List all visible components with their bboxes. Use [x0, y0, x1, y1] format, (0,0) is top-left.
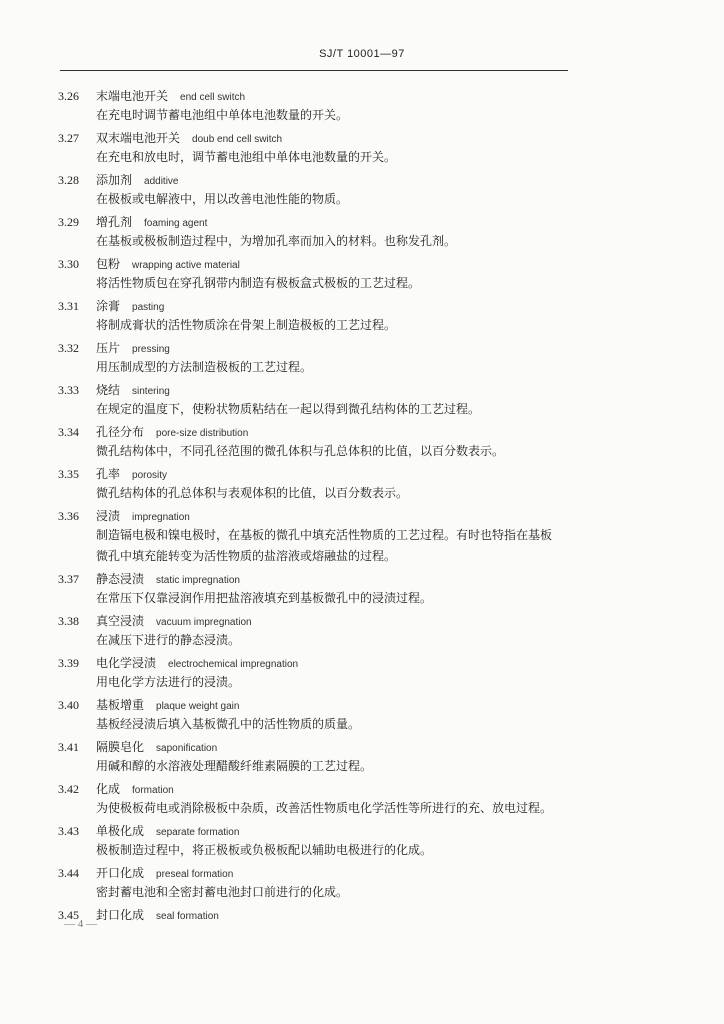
- term-heading: [58, 693, 578, 714]
- term-english: vacuum impregnation: [156, 617, 252, 628]
- term-heading: [58, 567, 578, 588]
- term-chinese: 孔率: [96, 467, 121, 481]
- header-rule: [60, 70, 568, 71]
- term-number: 3.27: [58, 131, 79, 145]
- term-english: pasting: [132, 302, 165, 313]
- term-number: 3.43: [58, 824, 79, 838]
- term-definition: 基板经浸渍后填入基板微孔中的活性物质的质量。: [96, 717, 361, 731]
- term-number: 3.38: [58, 614, 79, 628]
- term-definition: 极板制造过程中，将正极板或负极板配以辅助电极进行的化成。: [96, 843, 433, 857]
- term-number: 3.36: [58, 509, 79, 523]
- term-number: 3.26: [58, 89, 79, 103]
- term-definition: 在极板或电解液中，用以改善电池性能的物质。: [96, 192, 349, 206]
- term-number: 3.45: [58, 908, 79, 922]
- term-number: 3.28: [58, 173, 79, 187]
- term-entry: [58, 651, 578, 693]
- term-entry: [58, 567, 578, 609]
- term-chinese: 开口化成: [96, 866, 145, 880]
- term-definition: 在充电时调节蓄电池组中单体电池数量的开关。: [96, 108, 349, 122]
- term-definition: 用碱和醇的水溶液处理醋酸纤维素隔膜的工艺过程。: [96, 759, 373, 773]
- term-entry: [58, 504, 578, 567]
- term-heading: [58, 378, 578, 399]
- term-entry: [58, 84, 578, 126]
- term-english: pressing: [132, 344, 170, 355]
- term-entry: [58, 735, 578, 777]
- term-definition: 为使极板荷电或消除极板中杂质，改善活性物质电化学活性等所进行的充、放电过程。: [96, 801, 553, 815]
- term-english: electrochemical impregnation: [168, 659, 299, 670]
- term-heading: [58, 504, 578, 525]
- term-english: foaming agent: [144, 218, 208, 229]
- term-chinese: 单极化成: [96, 824, 145, 838]
- term-heading: [58, 126, 578, 147]
- term-definition: 将制成膏状的活性物质涂在骨架上制造极板的工艺过程。: [96, 318, 397, 332]
- term-chinese: 涂膏: [96, 299, 121, 313]
- term-number: 3.35: [58, 467, 79, 481]
- term-heading: [58, 252, 578, 273]
- term-heading: [58, 735, 578, 756]
- term-list: [58, 84, 578, 924]
- term-definition: 用压制成型的方法制造极板的工艺过程。: [96, 360, 313, 374]
- term-chinese: 包粉: [96, 257, 121, 271]
- term-english: formation: [132, 785, 174, 796]
- term-english: seal formation: [156, 911, 219, 922]
- term-english: additive: [144, 176, 179, 187]
- term-definition: 在基板或极板制造过程中，为增加孔率而加入的材料。也称发孔剂。: [96, 234, 457, 248]
- term-entry: [58, 693, 578, 735]
- term-definition: 密封蓄电池和全密封蓄电池封口前进行的化成。: [96, 885, 349, 899]
- term-chinese: 真空浸渍: [96, 614, 145, 628]
- term-definition: 将活性物质包在穿孔钢带内制造有极板盒式极板的工艺过程。: [96, 276, 421, 290]
- term-entry: [58, 336, 578, 378]
- term-entry: [58, 420, 578, 462]
- term-number: 3.34: [58, 425, 79, 439]
- term-chinese: 烧结: [96, 383, 121, 397]
- term-definition: 用电化学方法进行的浸渍。: [96, 675, 241, 689]
- term-entry: [58, 168, 578, 210]
- term-entry: [58, 777, 578, 819]
- term-chinese: 孔径分布: [96, 425, 145, 439]
- term-chinese: 静态浸渍: [96, 572, 145, 586]
- term-heading: [58, 777, 578, 798]
- term-english: wrapping active material: [132, 260, 240, 271]
- term-heading: [58, 210, 578, 231]
- term-english: saponification: [156, 743, 218, 754]
- term-heading: [58, 336, 578, 357]
- term-heading: [58, 420, 578, 441]
- term-definition: 在充电和放电时，调节蓄电池组中单体电池数量的开关。: [96, 150, 397, 164]
- term-chinese: 隔膜皂化: [96, 740, 145, 754]
- term-heading: [58, 84, 578, 105]
- term-number: 3.31: [58, 299, 79, 313]
- term-number: 3.44: [58, 866, 79, 880]
- term-chinese: 浸渍: [96, 509, 121, 523]
- term-number: 3.42: [58, 782, 79, 796]
- term-entry: [58, 252, 578, 294]
- term-entry: [58, 819, 578, 861]
- term-definition: 微孔结构体的孔总体积与表观体积的比值，以百分数表示。: [96, 486, 409, 500]
- term-number: 3.30: [58, 257, 79, 271]
- term-english: plaque weight gain: [156, 701, 240, 712]
- term-entry: [58, 126, 578, 168]
- term-english: sintering: [132, 386, 170, 397]
- term-heading: [58, 462, 578, 483]
- term-definition: 在减压下进行的静态浸渍。: [96, 633, 241, 647]
- term-entry: [58, 609, 578, 651]
- term-definition: 在规定的温度下，使粉状物质粘结在一起以得到微孔结构体的工艺过程。: [96, 402, 481, 416]
- term-english: end cell switch: [180, 92, 246, 103]
- term-english: separate formation: [156, 827, 240, 838]
- term-number: 3.39: [58, 656, 79, 670]
- term-number: 3.37: [58, 572, 79, 586]
- term-definition: 微孔中填充能转变为活性物质的盐溶液或熔融盐的过程。: [96, 549, 397, 563]
- term-entry: [58, 294, 578, 336]
- term-entry: [58, 861, 578, 903]
- term-heading: [58, 903, 578, 924]
- term-definition: 微孔结构体中，不同孔径范围的微孔体积与孔总体积的比值，以百分数表示。: [96, 444, 505, 458]
- term-chinese: 添加剂: [96, 173, 133, 187]
- term-number: 3.32: [58, 341, 79, 355]
- term-english: pore-size distribution: [156, 428, 249, 439]
- term-chinese: 基板增重: [96, 698, 145, 712]
- term-number: 3.33: [58, 383, 79, 397]
- term-chinese: 化成: [96, 782, 121, 796]
- term-english: doub end cell switch: [192, 134, 283, 145]
- term-chinese: 末端电池开关: [96, 89, 169, 103]
- term-entry: [58, 462, 578, 504]
- term-chinese: 封口化成: [96, 908, 145, 922]
- term-chinese: 压片: [96, 341, 121, 355]
- term-definition: 制造镉电极和镍电极时，在基板的微孔中填充活性物质的工艺过程。有时也特指在基板: [96, 528, 553, 542]
- term-number: 3.29: [58, 215, 79, 229]
- term-entry: [58, 378, 578, 420]
- term-chinese: 双末端电池开关: [96, 131, 181, 145]
- term-heading: [58, 861, 578, 882]
- page-number: — 4 —: [64, 918, 97, 930]
- term-english: static impregnation: [156, 575, 240, 586]
- term-definition: 在常压下仅靠浸润作用把盐溶液填充到基板微孔中的浸渍过程。: [96, 591, 433, 605]
- term-english: porosity: [132, 470, 168, 481]
- term-number: 3.41: [58, 740, 79, 754]
- term-heading: [58, 168, 578, 189]
- term-heading: [58, 609, 578, 630]
- term-chinese: 增孔剂: [96, 215, 133, 229]
- term-entry: [58, 903, 578, 924]
- term-number: 3.40: [58, 698, 79, 712]
- page-header: SJ/T 10001—97: [319, 48, 405, 60]
- term-chinese: 电化学浸渍: [96, 656, 157, 670]
- term-heading: [58, 651, 578, 672]
- term-english: impregnation: [132, 512, 190, 523]
- term-entry: [58, 210, 578, 252]
- term-english: preseal formation: [156, 869, 234, 880]
- term-heading: [58, 819, 578, 840]
- term-heading: [58, 294, 578, 315]
